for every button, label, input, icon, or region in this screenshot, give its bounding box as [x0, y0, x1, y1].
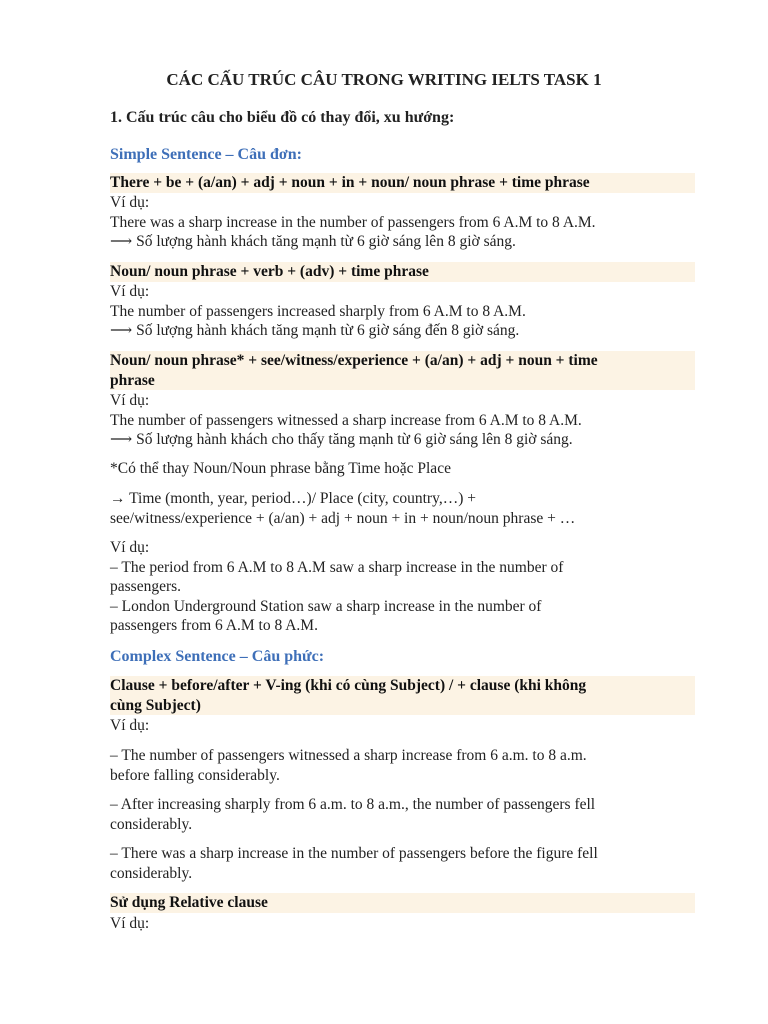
- formula-box-5: [110, 893, 695, 913]
- example-3-vi: ⟶ Số lượng hành khách cho thấy tăng mạnh từ 6 giờ sáng lên 8 giờ sáng.: [110, 431, 573, 448]
- example-block-4: [110, 538, 695, 636]
- example-3-en: The number of passengers witnessed a sharp increase from 6 A.M to 8 A.M.: [110, 411, 582, 429]
- formula-box-1: [110, 173, 695, 193]
- example-5-line-1: – The number of passengers witnessed a sharp increase from 6 a.m. to 8 a.m.: [110, 747, 587, 764]
- arrow-line-1: → Time (month, year, period…)/ Place (city, country,…) +: [110, 490, 476, 507]
- example-block-1: [110, 193, 695, 252]
- example-block-7: [110, 844, 695, 883]
- example-4-line-2: passengers.: [110, 578, 182, 595]
- example-label: Ví dụ:: [110, 915, 150, 932]
- example-block-5: [110, 746, 695, 785]
- example-1-en: There was a sharp increase in the number of passengers from 6 A.M to 8 A.M.: [110, 213, 596, 231]
- example-5-line-2: before falling considerably.: [110, 766, 280, 784]
- complex-sentence-heading: Complex Sentence – Câu phức:: [110, 648, 325, 665]
- example-label: Ví dụ:: [110, 283, 150, 300]
- example-6-line-2: considerably.: [110, 815, 193, 833]
- example-7-line-2: considerably.: [110, 864, 193, 882]
- formula-1: There + be + (a/an) + adj + noun + in + noun/ noun phrase + time phrase: [110, 174, 590, 191]
- arrow-block: [110, 489, 695, 528]
- example-label: Ví dụ:: [110, 392, 150, 409]
- simple-sentence-heading: Simple Sentence – Câu đơn:: [110, 146, 302, 163]
- arrow-line-2: see/witness/experience + (a/an) + adj + noun + in + noun/noun phrase + …: [110, 509, 576, 527]
- example-label: Ví dụ:: [110, 717, 150, 734]
- section-heading-1: 1. Cấu trúc câu cho biểu đồ có thay đổi, xu hướng:: [110, 109, 455, 126]
- example-block-3: [110, 391, 695, 450]
- document-title: CÁC CẤU TRÚC CÂU TRONG WRITING IELTS TASK 1: [166, 70, 602, 89]
- example-7-line-1: – There was a sharp increase in the number of passengers before the figure fell: [110, 845, 598, 862]
- example-label: Ví dụ:: [110, 539, 150, 556]
- example-label: Ví dụ:: [110, 194, 150, 211]
- example-block-2: [110, 282, 695, 341]
- formula-4-line-1: Clause + before/after + V-ing (khi có cùng Subject) / + clause (khi không: [110, 677, 587, 694]
- formula-5: Sử dụng Relative clause: [110, 894, 268, 911]
- formula-box-3: [110, 351, 695, 390]
- example-4-line-4: passengers from 6 A.M to 8 A.M.: [110, 617, 318, 634]
- formula-box-2: [110, 262, 695, 282]
- example-1-vi: ⟶ Số lượng hành khách tăng mạnh từ 6 giờ sáng lên 8 giờ sáng.: [110, 233, 516, 250]
- formula-4-line-2: cùng Subject): [110, 696, 201, 714]
- example-2-en: The number of passengers increased sharply from 6 A.M to 8 A.M.: [110, 302, 526, 320]
- formula-2: Noun/ noun phrase + verb + (adv) + time phrase: [110, 263, 429, 280]
- formula-3-line-2: phrase: [110, 371, 155, 389]
- formula-box-4: [110, 676, 695, 715]
- example-2-vi: ⟶ Số lượng hành khách tăng mạnh từ 6 giờ sáng đến 8 giờ sáng.: [110, 322, 520, 339]
- example-4-line-1: – The period from 6 A.M to 8 A.M saw a sharp increase in the number of: [110, 558, 564, 576]
- formula-3-line-1: Noun/ noun phrase* + see/witness/experience + (a/an) + adj + noun + time: [110, 352, 598, 369]
- note-text: *Có thể thay Noun/Noun phrase bằng Time hoặc Place: [110, 460, 451, 477]
- example-6-line-1: – After increasing sharply from 6 a.m. to 8 a.m., the number of passengers fell: [110, 796, 596, 813]
- example-4-line-3: – London Underground Station saw a sharp increase in the number of: [110, 597, 542, 615]
- example-block-6: [110, 795, 695, 834]
